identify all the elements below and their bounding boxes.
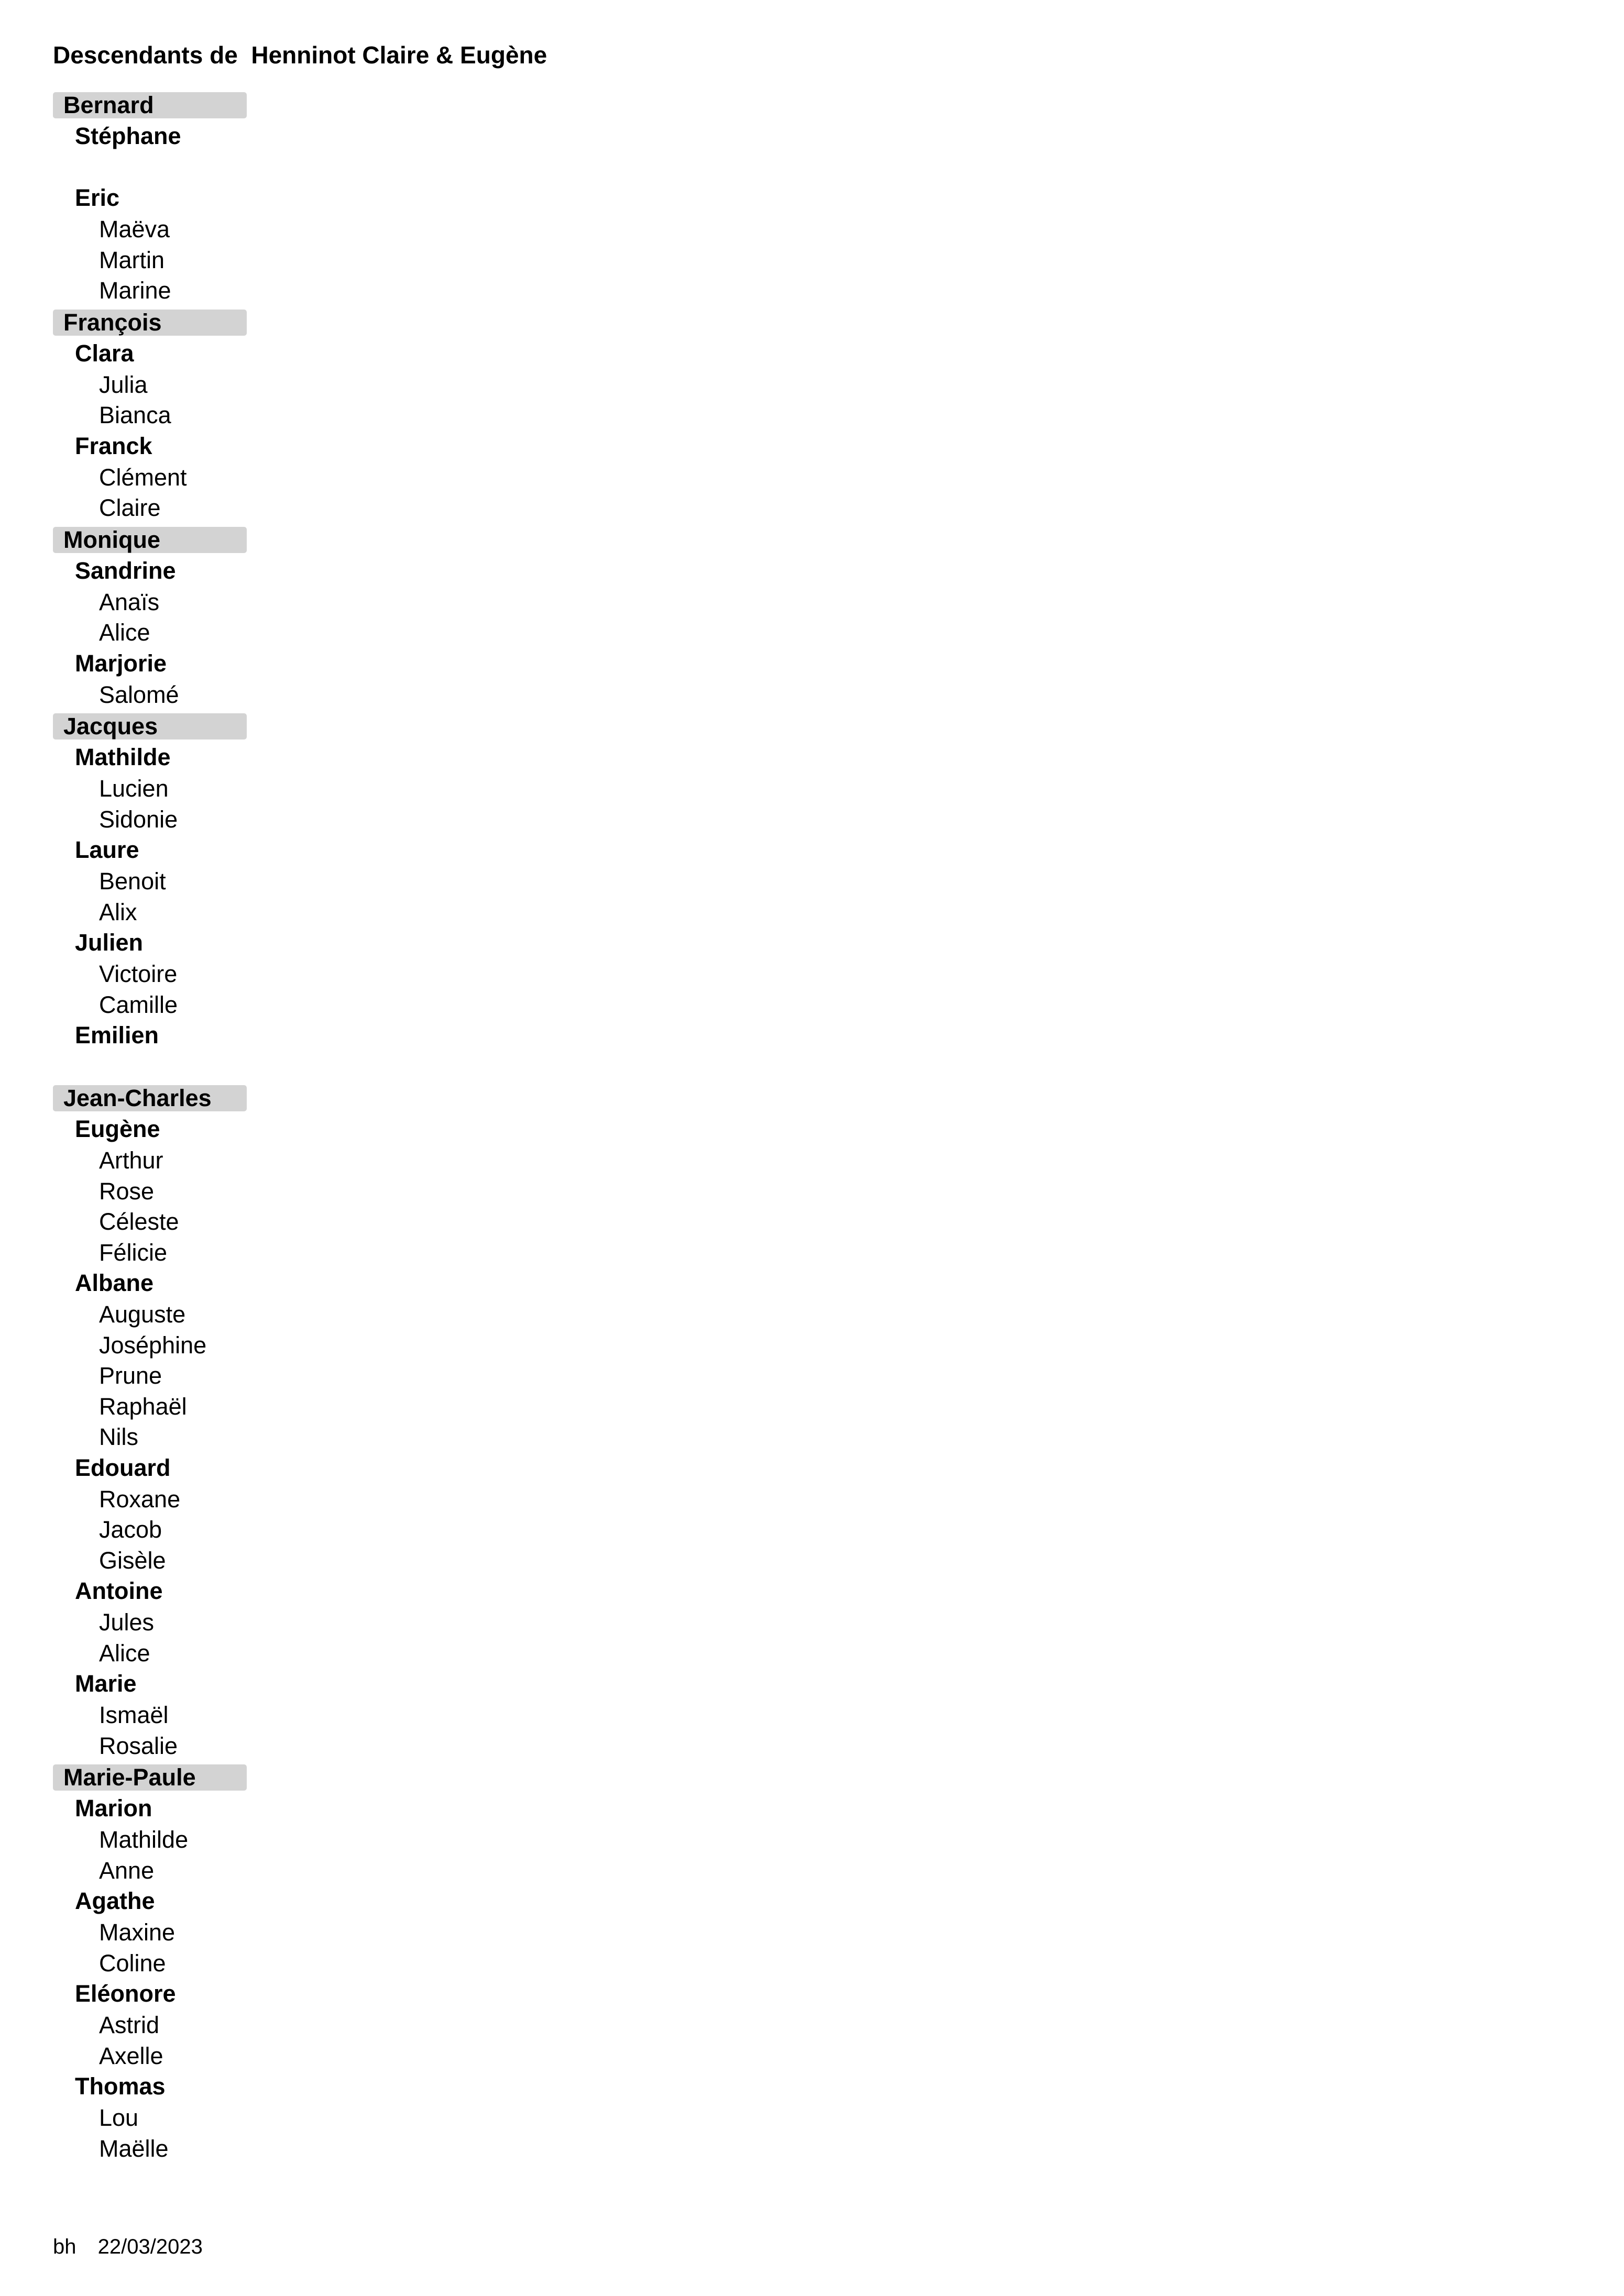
child-group (53, 310, 682, 524)
child-group (53, 92, 682, 306)
footer-date: 22/03/2023 (97, 2235, 203, 2258)
great-grandchild-name: Arthur (99, 1147, 163, 1174)
empty-spacer (53, 1052, 682, 1082)
great-grandchild-list (53, 152, 682, 183)
grandchild-group (53, 1671, 682, 1761)
great-grandchild-list (53, 1299, 682, 1453)
grandchild-name: Sandrine (75, 557, 176, 584)
great-grandchild-name: Jules (99, 1609, 155, 1636)
child-group (53, 1085, 682, 1761)
great-grandchild-name: Gisèle (99, 1547, 166, 1574)
grandchild-name: Franck (75, 432, 152, 459)
great-grandchild-name: Coline (99, 1949, 166, 1977)
great-grandchild-list (53, 1484, 682, 1576)
great-grandchild-list (53, 1052, 682, 1082)
grandchild-group (53, 1981, 682, 2071)
great-grandchild-list (53, 370, 682, 431)
grandchild-name: Laure (75, 836, 139, 863)
grandchild-name: Eugène (75, 1116, 160, 1142)
grandchild-name: Agathe (75, 1887, 155, 1914)
great-grandchild-list (53, 1917, 682, 1979)
great-grandchild-name: Rosalie (99, 1732, 178, 1759)
great-grandchild-name: Anaïs (99, 588, 160, 615)
grandchild-group (53, 1795, 682, 1886)
grandchild-group (53, 744, 682, 835)
great-grandchild-name: Benoit (99, 868, 166, 895)
great-grandchild-list (53, 1607, 682, 1669)
great-grandchild-name: Claire (99, 494, 161, 521)
great-grandchild-name: Maëlle (99, 2135, 169, 2162)
great-grandchild-name: Alice (99, 1639, 150, 1666)
grandchild-group (53, 558, 682, 648)
great-grandchild-name: Lou (99, 2104, 139, 2131)
grandchild-name: Antoine (75, 1577, 163, 1604)
great-grandchild-list (53, 1825, 682, 1886)
grandchild-name: Thomas (75, 2073, 166, 2100)
child-name: François (53, 310, 247, 336)
grandchild-group (53, 650, 682, 711)
child-group (53, 713, 682, 1082)
great-grandchild-list (53, 1700, 682, 1761)
grandchild-group (53, 837, 682, 928)
great-grandchild-list (53, 680, 682, 711)
grandchild-group (53, 1455, 682, 1576)
great-grandchild-list (53, 587, 682, 648)
grandchild-group (53, 1270, 682, 1453)
footer (53, 2235, 203, 2259)
grandchild-group (53, 1578, 682, 1669)
great-grandchild-name: Félicie (99, 1239, 168, 1266)
grandchild-group (53, 433, 682, 524)
great-grandchild-name: Mathilde (99, 1826, 189, 1853)
grandchild-group (53, 1116, 682, 1268)
great-grandchild-name: Sidonie (99, 805, 178, 833)
great-grandchild-name: Prune (99, 1362, 162, 1389)
great-grandchild-name: Anne (99, 1857, 155, 1884)
great-grandchild-name: Nils (99, 1423, 138, 1450)
grandchild-name: Julien (75, 929, 144, 956)
great-grandchild-list (53, 1145, 682, 1268)
grandchild-name: Eléonore (75, 1980, 176, 2007)
grandchild-group (53, 123, 682, 183)
grandchild-group (53, 185, 682, 306)
great-grandchild-name: Camille (99, 991, 178, 1018)
grandchild-name: Marjorie (75, 649, 167, 677)
great-grandchild-name: Maxine (99, 1919, 175, 1946)
great-grandchild-list (53, 462, 682, 524)
great-grandchild-list (53, 2010, 682, 2071)
great-grandchild-list (53, 2103, 682, 2164)
child-name: Jacques (53, 713, 247, 739)
grandchild-name: Marion (75, 1795, 152, 1822)
grandchild-name: Mathilde (75, 744, 171, 770)
great-grandchild-name: Salomé (99, 681, 179, 708)
child-name: Jean-Charles (53, 1085, 247, 1111)
child-name: Monique (53, 527, 247, 553)
footer-author: bh (53, 2235, 76, 2258)
great-grandchild-name: Lucien (99, 775, 169, 802)
great-grandchild-name: Jacob (99, 1516, 162, 1543)
great-grandchild-name: Julia (99, 371, 148, 398)
great-grandchild-name: Bianca (99, 402, 171, 428)
page-title: Descendants de Henninot Claire & Eugène (53, 41, 547, 69)
descendant-tree (53, 92, 682, 2164)
great-grandchild-list (53, 959, 682, 1020)
great-grandchild-name: Maëva (99, 216, 170, 242)
child-name: Marie-Paule (53, 1764, 247, 1791)
great-grandchild-name: Roxane (99, 1485, 181, 1513)
great-grandchild-name: Céleste (99, 1208, 179, 1235)
empty-spacer (53, 152, 682, 183)
great-grandchild-name: Auguste (99, 1301, 186, 1328)
great-grandchild-list (53, 774, 682, 835)
great-grandchild-list (53, 214, 682, 306)
great-grandchild-name: Rose (99, 1177, 155, 1205)
grandchild-name: Clara (75, 339, 134, 367)
grandchild-name: Edouard (75, 1454, 171, 1481)
great-grandchild-name: Raphaël (99, 1393, 187, 1420)
great-grandchild-name: Alix (99, 898, 137, 925)
great-grandchild-name: Axelle (99, 2042, 163, 2069)
child-group (53, 527, 682, 711)
grandchild-name: Marie (75, 1670, 137, 1697)
grandchild-name: Eric (75, 184, 120, 211)
great-grandchild-name: Victoire (99, 961, 178, 987)
great-grandchild-name: Martin (99, 246, 165, 273)
grandchild-group (53, 930, 682, 1020)
child-name: Bernard (53, 92, 247, 118)
grandchild-group (53, 2073, 682, 2164)
great-grandchild-name: Astrid (99, 2012, 160, 2038)
child-group (53, 1764, 682, 2164)
grandchild-group (53, 1888, 682, 1979)
great-grandchild-name: Alice (99, 619, 150, 646)
great-grandchild-name: Joséphine (99, 1331, 207, 1359)
grandchild-group (53, 340, 682, 431)
great-grandchild-name: Clément (99, 463, 187, 491)
grandchild-name: Albane (75, 1270, 154, 1296)
great-grandchild-list (53, 866, 682, 928)
great-grandchild-name: Ismaël (99, 1702, 169, 1728)
grandchild-group (53, 1022, 682, 1082)
great-grandchild-name: Marine (99, 277, 171, 304)
grandchild-name: Emilien (75, 1022, 159, 1048)
grandchild-name: Stéphane (75, 123, 181, 149)
